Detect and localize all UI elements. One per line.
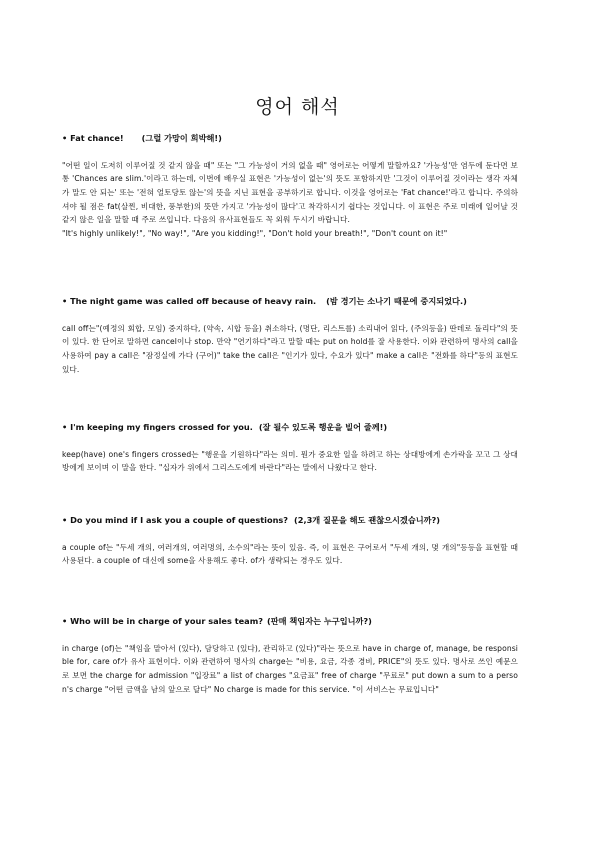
heading-korean: (그럴 가망이 희박해!) [141,133,222,143]
paragraph: a couple of는 "두세 개의, 여러개의, 여러명의, 소수의"라는 뜻이 있음. 즉, 이 표현은 구어로서 "두세 개의, 몇 개의"등등을 표현할 때 사용된다. a couple of 대신에 some을 사용해도 좋다. of가 생략되는 경우도 있다. [62,542,518,566]
section-fat-chance [62,131,518,241]
section-in-charge [62,614,518,696]
heading-english: • Who will be in charge of your sales team? [62,616,263,626]
heading-korean: (2,3개 질문을 해도 괜찮으시겠습니까?) [294,515,441,525]
paragraph: call off는"(예정의 회합, 모임) 중지하다, (약속, 시합 등을) 취소하다, (명단, 리스트를) 소리내어 읽다, (주의등을) 딴데로 돌리다"의 뜻이 있다. 한 단어로 말하면 cancel이나 stop. 만약 "연기하다"라고 말할 때는 put on hold를 잘 사용한다. 이와 관련하여 명사의 call을사용하여 pay a call은 "잠정실에 가다 (구어)" take the call은 "인기가 있다, 수요가 있다" make a call은 "전화를 하다"등의 표현도 있다. [62,323,518,374]
paragraph: "It's highly unlikely!", "No way!", "Are you kidding!", "Don't hold your breath!", "Don't count on it!" [62,229,448,239]
heading-english: • The night game was called off because of heavy rain. [62,296,317,306]
section-fingers-crossed [62,420,518,475]
paragraph: "어떤 일이 도저히 이루어질 것 같지 않을 때" 또는 "그 가능성이 거의 없을 때" 영어로는 어떻게 말할까요? '가능성'만 염두에 둔다면 보통 'Chances are slim.'이라고 하는데, 이번에 배우실 표현은 '가능성이 없는'의 뜻도 포함하지만 '그것이 이루어질 것이라는 생각 자체가 말도 안 되는' 또는 '전혀 얼토당토 않는'의 뜻을 지닌 표현을 공부하기로 합니다. 이것을 영어로는 'Fat chance!'라고 합니다. 주의하셔야 될 점은 fat(살찐, 비대한, 풍부한)의 뜻만 가지고 '가능성이 많다'고 착각하시기 쉽다는 것입니다. 이 표현은 주로 미래에 일어날 것 같지 않은 일을 말할 때 주로 쓰입니다. 다음의 유사표현들도 꼭 외워 두시기 바랍니다. [62,160,518,225]
section-heading [62,131,518,146]
heading-english: • I'm keeping my fingers crossed for you. [62,422,253,432]
section-call-off [62,294,518,376]
heading-korean: (밤 경기는 소나기 때문에 중지되었다.) [326,296,467,306]
section-body [62,541,518,568]
section-body [62,159,518,241]
section-body [62,642,518,697]
heading-korean: (잘 될수 있도록 행운을 빌어 줄께!) [258,422,388,432]
section-body [62,322,518,377]
paragraph: keep(have) one's fingers crossed는 "행운을 기원하다"라는 의미. 뭔가 중요한 일을 하려고 하는 상대방에게 손가락을 꼬고 그 상대방에게 보이며 이 말을 한다. "십자가 위에서 그리스도에게 바란다"라는 말에서 나왔다고 한다. [62,449,518,473]
section-heading [62,420,518,435]
heading-english: • Fat chance! [62,133,124,143]
heading-english: • Do you mind if I ask you a couple of questions? [62,515,289,525]
heading-korean: (판매 책임자는 누구입니까?) [266,616,372,626]
section-heading [62,513,518,528]
section-heading [62,614,518,629]
section-couple-of [62,513,518,568]
section-heading [62,294,518,309]
section-body [62,448,518,475]
page-title: 영어 해석 [255,96,340,118]
paragraph: in charge (of)는 "책임을 맡아서 (있다), 담당하고 (있다), 관리하고 (있다)"라는 뜻으로 have in charge of, manage, be responsible for, care of가 유사 표현이다. 이와 관련하여 명사의 charge는 "비용, 요금, 각종 경비, PRICE"의 뜻도 있다. 명사로 쓰인 예문으로 보면 the charge for admission "입장료" a list of charges "요금표" free of charge "무료로" put down a sum to a person's charge "어떤 금액을 남의 앞으로 달다" No charge is made for this service. "이 서비스는 무료입니다" [62,643,518,694]
